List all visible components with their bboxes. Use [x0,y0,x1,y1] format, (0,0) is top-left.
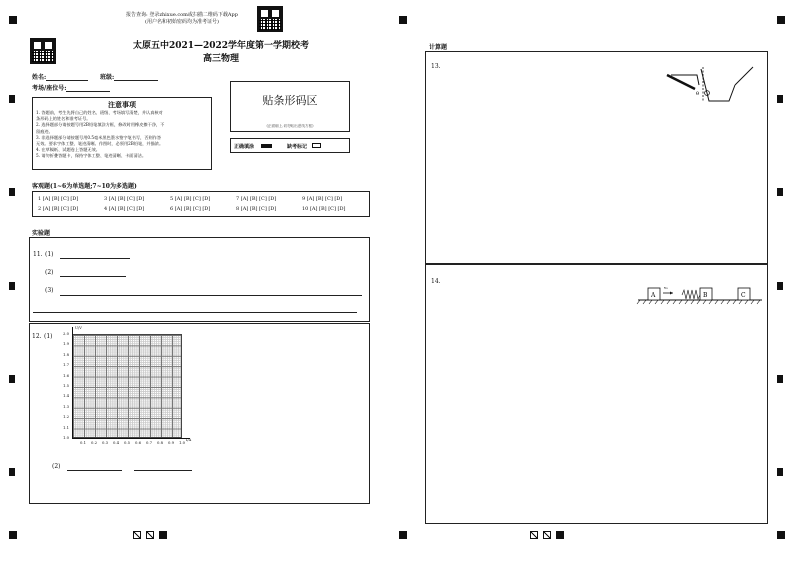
answer-item[interactable]: 7 [A] [B] [C] [D] [236,196,277,202]
notes-line: 条形码上的姓名和准考证号。 [36,116,91,122]
x-axis [72,438,190,439]
answer-line[interactable] [67,470,122,471]
notes-box [32,97,212,170]
page-code-box [133,531,141,539]
answer-line[interactable] [60,295,362,296]
report-notice: 报告查询: 登录zhixue.com或扫描二维码下载App [126,12,238,18]
timing-mark [9,282,15,290]
answer-item[interactable]: 4 [A] [B] [C] [D] [104,206,145,212]
corner-mark [399,16,407,24]
page-code-box [543,531,551,539]
mark-legend [230,138,350,153]
correct-fill-label: 正确填涂 [234,144,255,150]
q14-number: 14. [431,278,441,285]
q13-diagram [663,65,755,105]
corner-mark [399,531,407,539]
q11-answer-area[interactable] [29,237,370,322]
q14-answer-area[interactable] [425,264,768,524]
y-tick-label: 1.2 [63,414,70,420]
y-tick-label: 1.7 [63,362,70,368]
notes-line: 2. 选择题部分请按题号用2B铅笔填涂方框，修改时用橡皮擦干净，不 [36,122,165,128]
experiment-title: 实验题 [32,230,51,237]
y-tick-label: 1.5 [63,383,70,388]
timing-mark [9,95,15,103]
corner-mark [9,531,17,539]
answer-item[interactable]: 9 [A] [B] [C] [D] [302,196,343,202]
corner-mark [9,16,17,24]
page-code-box [556,531,564,539]
timing-mark [777,95,783,103]
answer-item[interactable]: 10 [A] [B] [C] [D] [302,206,346,212]
x-tick-label: 0.8 [157,440,164,445]
notes-line: 3. 非选择题部分请按题号用0.5毫米黑色墨水签字笔书写，否则作答 [36,134,162,140]
graph-grid[interactable] [72,334,182,438]
exam-subject: 高三物理 [202,54,239,64]
x-tick-label: 1.0 [179,440,186,445]
answer-row [38,196,368,202]
timing-mark [777,375,783,383]
q14-diagram [636,283,766,305]
notes-line: 无效。要求字体工整、笔迹清晰。作图时，必须用2B铅笔，并描浓。 [36,141,164,147]
x-tick-label: 0.7 [146,440,153,445]
answer-line[interactable] [134,470,192,471]
corner-mark [777,531,785,539]
y-tick-label: 1.0 [63,435,70,440]
barcode-area [230,81,350,132]
q11-part3: (3) [45,287,54,294]
block-b-label: B [703,292,708,299]
timing-mark [777,188,783,196]
calc-title: 计算题 [429,44,448,51]
answer-item[interactable]: 6 [A] [B] [C] [D] [170,206,211,212]
answer-item[interactable]: 1 [A] [B] [C] [D] [38,196,79,202]
barcode-hint: (正面朝上,切勿贴出虚线方框) [266,124,314,128]
objective-answer-box [32,191,370,217]
y-tick-label: 2.0 [63,331,70,336]
x-tick-label: 0.1 [80,440,87,445]
answer-item[interactable]: 5 [A] [B] [C] [D] [170,196,211,202]
y-tick-label: 1.6 [63,372,70,378]
x-tick-label: 0.6 [135,440,142,445]
y-axis-unit: U/V [75,326,82,330]
answer-item[interactable]: 2 [A] [B] [C] [D] [38,206,79,212]
page-code-box [530,531,538,539]
name-field[interactable] [32,72,88,81]
q12-number: 12. [32,333,42,340]
absent-mark-label: 缺考标记 [287,144,308,150]
x-axis-unit: I/A [186,438,192,442]
angle-label: θ [696,91,700,97]
notes-line: 留痕迹。 [36,128,53,134]
notes-line: 4. 在草稿纸、试题卷上答题无效。 [36,147,100,153]
answer-item[interactable]: 8 [A] [B] [C] [D] [236,206,277,212]
y-tick-label: 1.9 [63,341,70,347]
barcode-label: 贴条形码区 [262,94,318,107]
objective-title: 客观题(1~6为单选题;7~10为多选题) [32,183,137,190]
class-field[interactable] [100,72,158,81]
x-tick-label: 0.9 [168,440,175,445]
notes-title: 注意事项 [108,100,136,109]
q13-answer-area[interactable] [425,51,768,264]
name-label: 姓名: [32,74,47,81]
notes-list [33,110,211,160]
answer-item[interactable]: 3 [A] [B] [C] [D] [104,196,145,202]
answer-row [38,206,368,212]
spring-icon [682,290,700,299]
timing-mark [9,468,15,476]
timing-mark [777,468,783,476]
corner-mark [777,16,785,24]
q12-part1: (1) [44,333,53,340]
absent-checkbox[interactable] [312,143,321,148]
answer-line[interactable] [33,312,357,313]
x-tick-label: 0.2 [91,440,98,445]
qr-code-icon [257,6,283,32]
filled-sample-icon [261,144,272,148]
page-code-box [146,531,154,539]
y-tick-label: 1.4 [63,393,70,399]
q11-part1: (1) [45,251,54,258]
qr-code-icon [30,38,56,64]
answer-line[interactable] [60,258,130,259]
timing-mark [9,188,15,196]
page-code-box [159,531,167,539]
report-notice-sub: (用户名和初始密码均为准考证号) [145,19,219,25]
class-label: 班级: [100,74,115,81]
x-tick-label: 0.5 [124,440,131,445]
x-tick-label: 0.4 [113,440,120,445]
y-axis [72,327,73,439]
room-seat-field[interactable] [32,83,110,92]
q11-number: 11. [33,251,43,258]
notes-line: 1. 答题前，考生先将自己的姓名、班级、考场填写清楚，并认真核对 [36,110,163,115]
block-a-label: A [651,292,656,299]
y-tick-label: 1.3 [63,403,70,409]
x-tick-label: 0.3 [102,440,109,445]
y-tick-label: 1.8 [63,351,70,357]
block-c-label: C [741,292,746,299]
y-tick-label: 1.1 [63,424,70,430]
timing-mark [9,375,15,383]
q11-part2: (2) [45,269,54,276]
exam-title: 太原五中2021—2022学年度第一学期校考 [132,41,310,51]
q12-part2: (2) [52,463,61,470]
q13-number: 13. [431,63,441,70]
answer-line[interactable] [60,276,126,277]
notes-line: 5. 请勿折叠答题卡，保持字体工整、笔迹清晰、卡面清洁。 [36,153,147,159]
room-seat-label: 考场/座位号: [32,85,67,92]
timing-mark [777,282,783,290]
velocity-label: v₀ [664,285,668,290]
